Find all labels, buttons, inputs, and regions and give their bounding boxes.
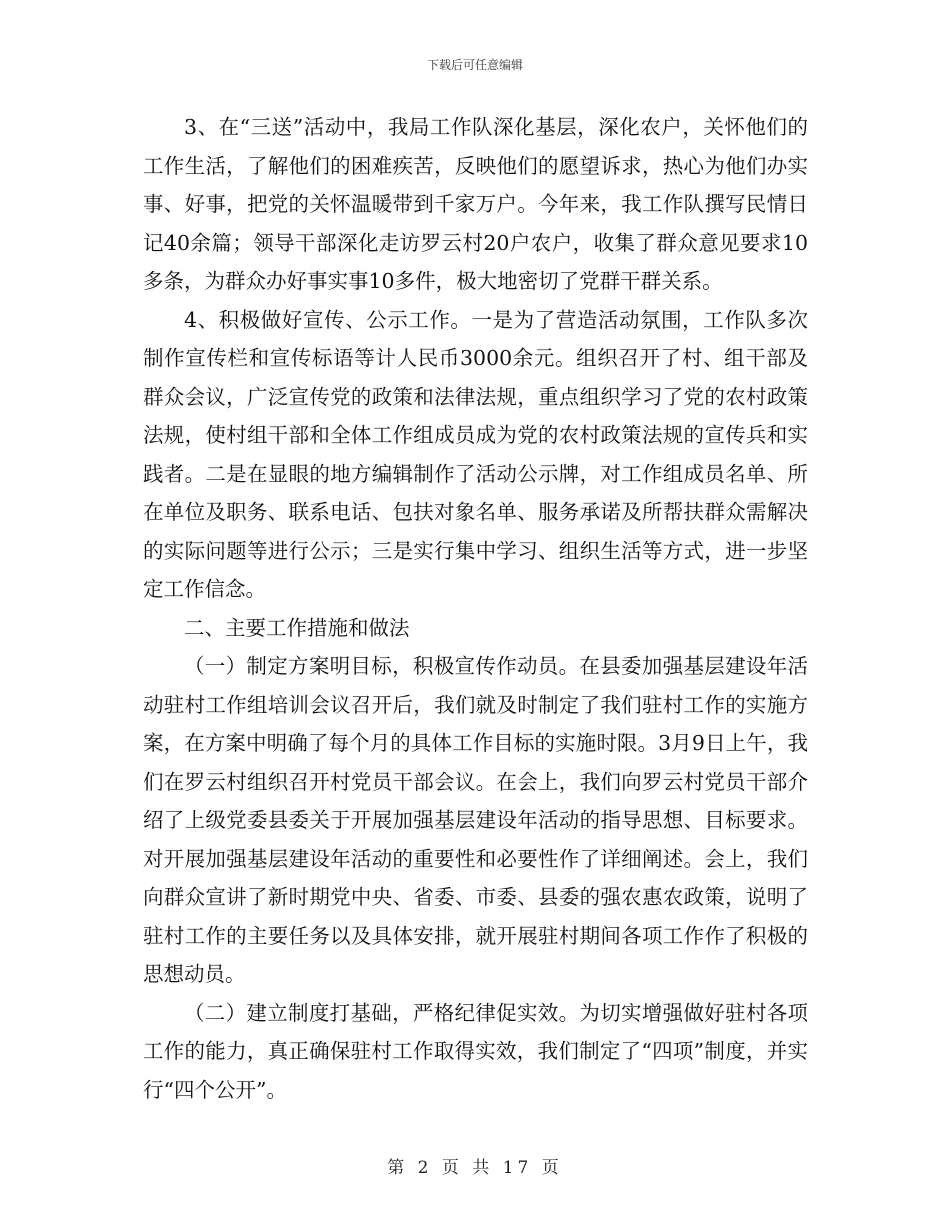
page-number-footer: 第 2 页 共 17 页 (387, 1158, 563, 1178)
section-heading: 二、主要工作措施和做法 (184, 615, 410, 640)
document-body (143, 108, 808, 1109)
paragraph-measure-2: （二）建立制度打基础，严格纪律促实效。为切实增强做好驻村各项工作的能力，真正确保驻村工作取得实效，我们制定了“四项”制度，并实行“四个公开”。 (143, 1000, 808, 1102)
paragraph-measure-1: （一）制定方案明目标，积极宣传作动员。在县委加强基层建设年活动驻村工作组培训会议召开后，我们就及时制定了我们驻村工作的实施方案，在方案中明确了每个月的具体工作目标的实施时限。3月9日上午，我们在罗云村组织召开村党员干部会议。在会上，我们向罗云村党员干部介绍了上级党委县委关于开展加强基层建设年活动的指导思想、目标要求。对开展加强基层建设年活动的重要性和必要性作了详细阐述。会上，我们向群众宣讲了新时期党中央、省委、市委、县委的强农惠农政策，说明了驻村工作的主要任务以及具体安排，就开展驻村期间各项工作作了积极的思想动员。 (143, 654, 808, 986)
paragraph-item-4: 4、积极做好宣传、公示工作。一是为了营造活动氛围，工作队多次制作宣传栏和宣传标语等计人民币3000余元。组织召开了村、组干部及群众会议，广泛宣传党的政策和法律法规，重点组织学习了党的农村政策法规，使村组干部和全体工作组成员成为党的农村政策法规的宣传兵和实践者。二是在显眼的地方编辑制作了活动公示牌，对工作组成员名单、所在单位及职务、联系电话、包扶对象名单、服务承诺及所帮扶群众需解决的实际问题等进行公示；三是实行集中学习、组织生活等方式，进一步坚定工作信念。 (143, 307, 808, 601)
paragraph-item-3: 3、在“三送”活动中，我局工作队深化基层，深化农户，关怀他们的工作生活，了解他们的困难疾苦，反映他们的愿望诉求，热心为他们办实事、好事，把党的关怀温暖带到千家万户。今年来，我工作队撰写民情日记40余篇；领导干部深化走访罗云村20户农户，收集了群众意见要求10多条，为群众办好事实事10多件，极大地密切了党群干群关系。 (143, 115, 808, 293)
page-header: 下载后可任意编辑 (426, 58, 523, 72)
